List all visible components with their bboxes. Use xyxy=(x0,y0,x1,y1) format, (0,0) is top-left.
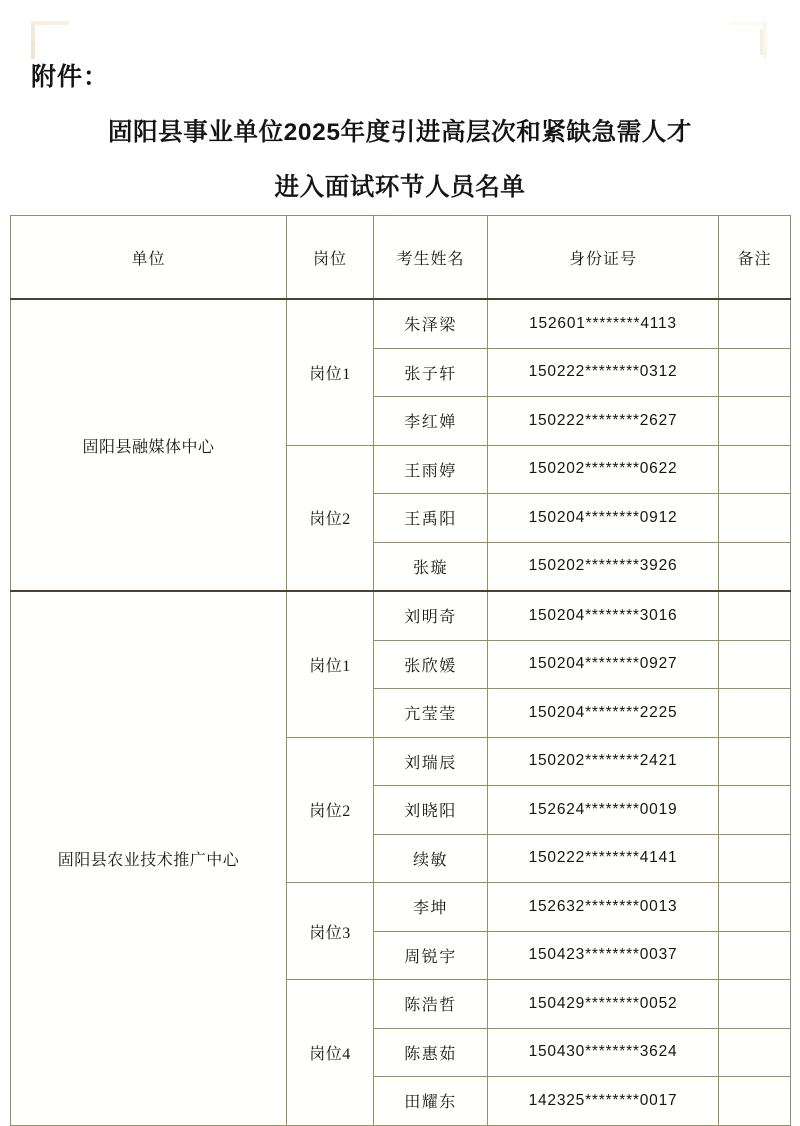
cell-id-number: 150429********0052 xyxy=(488,980,719,1029)
page-title-line-1: 固阳县事业单位2025年度引进高层次和紧缺急需人才 xyxy=(107,119,692,146)
column-header-name: 考生姓名 xyxy=(374,216,488,300)
table-header xyxy=(11,216,791,300)
column-header-id-number: 身份证号 xyxy=(488,216,719,300)
cell-remark xyxy=(719,883,791,932)
cell-id-number: 150202********0622 xyxy=(488,445,719,494)
cell-remark xyxy=(719,980,791,1029)
cell-id-number: 150204********0927 xyxy=(488,640,719,689)
cell-candidate-name: 张欣媛 xyxy=(374,640,488,689)
cell-remark xyxy=(719,1077,791,1126)
cell-id-number: 142325********0017 xyxy=(488,1077,719,1126)
cell-post-name: 岗位4 xyxy=(287,980,374,1126)
cell-candidate-name: 刘瑞辰 xyxy=(374,737,488,786)
roster-table xyxy=(10,215,791,1126)
column-header-remark: 备注 xyxy=(719,216,791,300)
cell-id-number: 150204********2225 xyxy=(488,689,719,738)
cell-remark xyxy=(719,591,791,640)
cell-post-name: 岗位2 xyxy=(287,737,374,883)
cell-id-number: 150222********2627 xyxy=(488,397,719,446)
cell-candidate-name: 亢莹莹 xyxy=(374,689,488,738)
attachment-label: 附件： xyxy=(31,63,110,91)
crop-mark-top-left xyxy=(31,21,69,59)
cell-remark xyxy=(719,494,791,543)
cell-candidate-name: 续敏 xyxy=(374,834,488,883)
cell-post-name: 岗位2 xyxy=(287,445,374,591)
cell-remark xyxy=(719,397,791,446)
cell-candidate-name: 王禹阳 xyxy=(374,494,488,543)
table-body xyxy=(11,299,791,1125)
cell-candidate-name: 李坤 xyxy=(374,883,488,932)
cell-id-number: 152632********0013 xyxy=(488,883,719,932)
cell-remark xyxy=(719,786,791,835)
cell-remark xyxy=(719,931,791,980)
column-header-post: 岗位 xyxy=(287,216,374,300)
cell-candidate-name: 张子轩 xyxy=(374,348,488,397)
cell-id-number: 150222********4141 xyxy=(488,834,719,883)
cell-candidate-name: 李红婵 xyxy=(374,397,488,446)
header-row xyxy=(11,216,791,300)
cell-id-number: 150423********0037 xyxy=(488,931,719,980)
cell-remark xyxy=(719,1028,791,1077)
cell-id-number: 150204********3016 xyxy=(488,591,719,640)
cell-candidate-name: 陈浩哲 xyxy=(374,980,488,1029)
cell-remark xyxy=(719,445,791,494)
cell-remark xyxy=(719,299,791,348)
cell-id-number: 152601********4113 xyxy=(488,299,719,348)
column-header-unit: 单位 xyxy=(11,216,287,300)
cell-remark xyxy=(719,834,791,883)
cell-candidate-name: 王雨婷 xyxy=(374,445,488,494)
cell-post-name: 岗位3 xyxy=(287,883,374,980)
page-title-line-2: 进入面试环节人员名单 xyxy=(274,174,526,201)
cell-unit-name: 固阳县融媒体中心 xyxy=(11,299,287,591)
cell-unit-name: 固阳县农业技术推广中心 xyxy=(11,591,287,1125)
cell-remark xyxy=(719,542,791,591)
cell-id-number: 150202********3926 xyxy=(488,542,719,591)
cell-id-number: 150222********0312 xyxy=(488,348,719,397)
cell-candidate-name: 刘明奇 xyxy=(374,591,488,640)
cell-id-number: 150204********0912 xyxy=(488,494,719,543)
table-row xyxy=(11,591,791,640)
cell-candidate-name: 张璇 xyxy=(374,542,488,591)
cell-id-number: 150202********2421 xyxy=(488,737,719,786)
crop-mark-top-right xyxy=(729,21,767,59)
cell-post-name: 岗位1 xyxy=(287,299,374,445)
cell-remark xyxy=(719,640,791,689)
cell-candidate-name: 田耀东 xyxy=(374,1077,488,1126)
cell-remark xyxy=(719,689,791,738)
table-row xyxy=(11,299,791,348)
cell-post-name: 岗位1 xyxy=(287,591,374,737)
cell-id-number: 150430********3624 xyxy=(488,1028,719,1077)
cell-candidate-name: 刘晓阳 xyxy=(374,786,488,835)
cell-remark xyxy=(719,348,791,397)
cell-candidate-name: 陈惠茹 xyxy=(374,1028,488,1077)
cell-remark xyxy=(719,737,791,786)
cell-candidate-name: 朱泽梁 xyxy=(374,299,488,348)
roster-table-container xyxy=(10,215,790,1126)
cell-candidate-name: 周锐宇 xyxy=(374,931,488,980)
cell-id-number: 152624********0019 xyxy=(488,786,719,835)
